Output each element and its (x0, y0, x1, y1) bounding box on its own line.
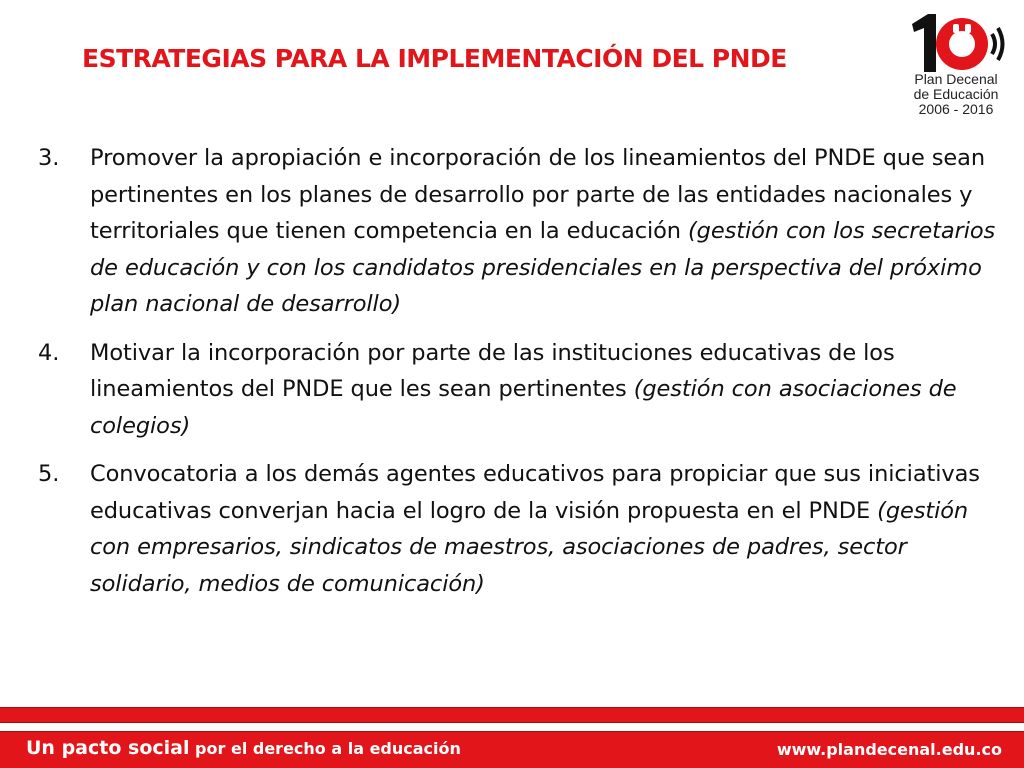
item-body (90, 456, 998, 602)
logo-line-2: de Educación (913, 86, 999, 102)
slogan-main: Un pacto social (26, 737, 190, 759)
item-number: 3. (38, 145, 60, 171)
footer-bar (0, 731, 1024, 768)
strategy-list (38, 140, 998, 614)
plan-decenal-10-logo-icon (906, 10, 1006, 74)
list-item (38, 335, 998, 445)
item-note: (gestión con asociaciones de colegios) (90, 376, 957, 439)
footer-url-link[interactable]: www.plandecenal.edu.co (776, 740, 1002, 759)
item-note: (gestión con los secretarios de educación y con los candidatos presidenciales en la perspectiva del próximo plan nacional de desarrollo) (90, 218, 996, 317)
logo-caption (902, 72, 1010, 117)
slogan-sub: por el derecho a la educación (189, 739, 461, 758)
list-item (38, 456, 998, 602)
item-text: Promover la apropiación e incorporación de los lineamientos del PNDE que sean pertinentes en los planes de desarrollo por parte de las entidades nacionales y territoriales que tienen competencia en la educación (90, 145, 985, 244)
item-note: (gestión con empresarios, sindicatos de maestros, asociaciones de padres, sector solidario, medios de comunicación) (90, 497, 969, 597)
list-item (38, 140, 998, 323)
item-text: Convocatoria a los demás agentes educativos para propiciar que sus iniciativas educativas converjan hacia el logro de la visión propuesta en el PNDE (90, 461, 980, 524)
item-number: 4. (38, 339, 60, 366)
item-body (90, 335, 998, 445)
item-text: Motivar la incorporación por parte de las instituciones educativas de los lineamientos del PNDE que les sean pertinentes (90, 339, 895, 402)
divider-band (0, 707, 1024, 723)
item-body (90, 140, 998, 323)
plan-decenal-logo (902, 10, 1010, 124)
footer-slogan (26, 737, 461, 759)
logo-line-1: Plan Decenal (914, 71, 998, 87)
slide-title: ESTRATEGIAS PARA LA IMPLEMENTACIÓN DEL PNDE (82, 44, 787, 73)
logo-line-3: 2006 - 2016 (918, 101, 994, 117)
item-number: 5. (38, 461, 60, 487)
